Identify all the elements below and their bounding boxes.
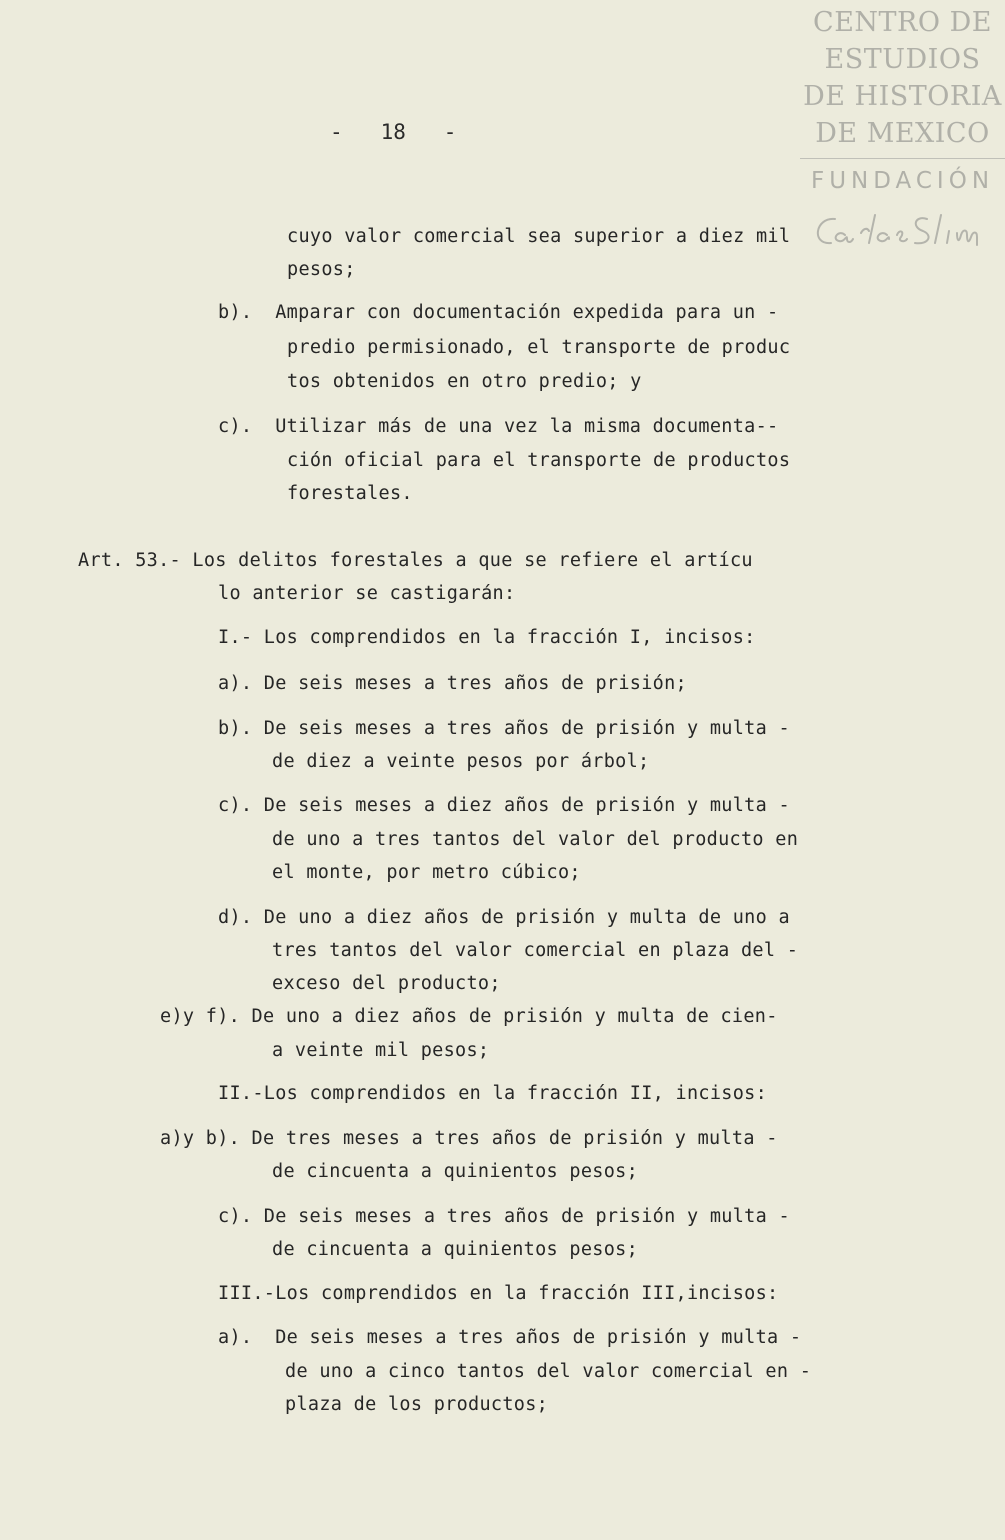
stamp-divider <box>800 158 1005 159</box>
stamp-line: DE HISTORIA <box>803 81 1002 112</box>
text-line: de cincuenta a quinientos pesos; <box>272 1239 639 1260</box>
stamp-line: CENTRO DE <box>813 7 992 38</box>
text-line: a). De seis meses a tres años de prisión y multa - <box>218 1327 802 1348</box>
stamp-line: DE MEXICO <box>815 118 990 149</box>
text-line: a). De seis meses a tres años de prisión; <box>218 673 687 694</box>
text-line: predio permisionado, el transporte de produc <box>287 337 791 358</box>
article-heading: Art. 53.- Los delitos forestales a que se refiere el artícu <box>78 550 753 571</box>
text-line: de diez a veinte pesos por árbol; <box>272 751 650 772</box>
text-line: a)y b). De tres meses a tres años de prisión y multa - <box>160 1128 778 1149</box>
signature-icon <box>805 205 1005 255</box>
text-line: de cincuenta a quinientos pesos; <box>272 1161 639 1182</box>
text-line: I.- Los comprendidos en la fracción I, incisos: <box>218 627 756 648</box>
text-line: b). De seis meses a tres años de prisión y multa - <box>218 718 790 739</box>
stamp-foundation: FUNDACIÓN <box>810 168 995 194</box>
text-line: cuyo valor comercial sea superior a diez mil <box>287 226 791 247</box>
text-line: b). Amparar con documentación expedida para un - <box>218 302 779 323</box>
text-line: III.-Los comprendidos en la fracción III,incisos: <box>218 1283 779 1304</box>
text-line: a veinte mil pesos; <box>272 1040 490 1061</box>
text-line: d). De uno a diez años de prisión y multa de uno a <box>218 907 790 928</box>
text-line: II.-Los comprendidos en la fracción II, incisos: <box>218 1083 768 1104</box>
text-line: c). De seis meses a diez años de prisión y multa - <box>218 795 790 816</box>
text-line: de uno a cinco tantos del valor comercial en - <box>285 1361 812 1382</box>
text-line: c). De seis meses a tres años de prisión y multa - <box>218 1206 790 1227</box>
text-line: el monte, por metro cúbico; <box>272 862 581 883</box>
text-line: plaza de los productos; <box>285 1394 549 1415</box>
archive-stamp <box>800 4 1005 195</box>
text-line: c). Utilizar más de una vez la misma documenta-- <box>218 416 779 437</box>
text-line: de uno a tres tantos del valor del producto en <box>272 829 799 850</box>
text-line: exceso del producto; <box>272 973 501 994</box>
text-line: lo anterior se castigarán: <box>218 583 516 604</box>
text-line: forestales. <box>287 483 413 504</box>
text-line: ción oficial para el transporte de productos <box>287 450 791 471</box>
stamp-line: ESTUDIOS <box>824 44 981 75</box>
text-line: e)y f). De uno a diez años de prisión y multa de cien- <box>160 1006 778 1027</box>
page-number: - 18 - <box>330 120 457 144</box>
text-line: tos obtenidos en otro predio; y <box>287 371 642 392</box>
text-line: tres tantos del valor comercial en plaza del - <box>272 940 799 961</box>
text-line: pesos; <box>287 259 356 280</box>
